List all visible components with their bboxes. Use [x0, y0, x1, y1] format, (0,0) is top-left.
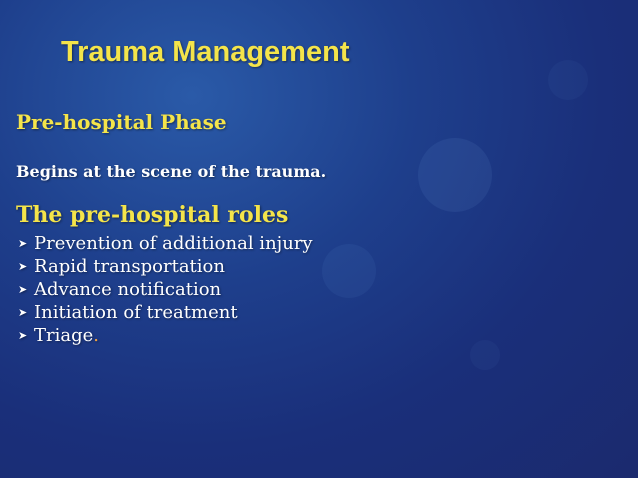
roles-heading: The pre-hospital roles — [16, 202, 289, 228]
bokeh-circle — [470, 340, 500, 370]
phase-description: Begins at the scene of the trauma. — [16, 162, 327, 181]
roles-list — [18, 232, 313, 347]
bokeh-circle — [322, 244, 376, 298]
arrowhead-bullet-icon: ➤ — [18, 260, 28, 273]
arrowhead-bullet-icon: ➤ — [18, 283, 28, 296]
list-item-label: Initiation of treatment — [34, 302, 238, 323]
list-item — [18, 324, 313, 347]
arrowhead-bullet-icon: ➤ — [18, 329, 28, 342]
phase-heading: Pre-hospital Phase — [16, 110, 227, 134]
bokeh-circle — [548, 60, 588, 100]
list-item — [18, 301, 313, 324]
slide-title: Trauma Management — [61, 36, 350, 68]
list-item-label: Triage — [34, 325, 94, 346]
list-item-label: Prevention of additional injury — [34, 233, 313, 254]
list-item-label: Rapid transportation — [34, 256, 225, 277]
trailing-period: . — [93, 325, 100, 346]
list-item-label: Advance notification — [34, 279, 222, 300]
list-item — [18, 255, 313, 278]
bokeh-circle — [418, 138, 492, 212]
arrowhead-bullet-icon: ➤ — [18, 306, 28, 319]
arrowhead-bullet-icon: ➤ — [18, 237, 28, 250]
list-item — [18, 278, 313, 301]
list-item — [18, 232, 313, 255]
